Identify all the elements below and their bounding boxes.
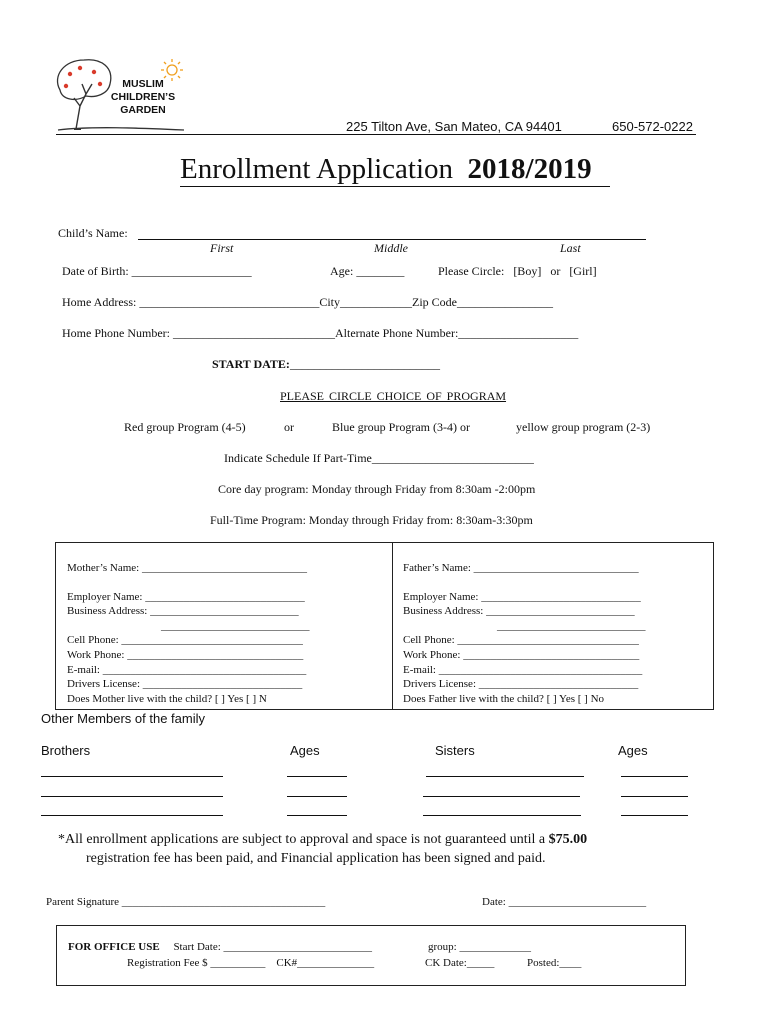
dob-label: Date of Birth: <box>62 264 129 278</box>
sister-age-line-3[interactable] <box>621 815 688 816</box>
brother-line-2[interactable] <box>41 796 223 797</box>
father-license-field[interactable]: Drivers License: _____________________________ <box>403 678 639 691</box>
logo-text-line1: MUSLIM <box>122 78 164 90</box>
mother-employer-field[interactable]: Employer Name: _____________________________ <box>67 590 305 603</box>
check-number-field[interactable]: CK#______________ <box>276 957 375 969</box>
parent-signature-field[interactable]: _____________________________________ <box>121 896 326 908</box>
program-heading: PLEASE CIRCLE CHOICE OF PROGRAM <box>280 389 507 403</box>
sister-line-2[interactable] <box>423 796 580 797</box>
logo-text-line3: GARDEN <box>120 104 166 116</box>
mother-cell-field[interactable]: Cell Phone: _________________________________ <box>67 634 303 647</box>
notice-line2: registration fee has been paid, and Financial application has been signed and paid. <box>86 851 546 866</box>
sisters-label: Sisters <box>435 743 475 758</box>
father-business-field[interactable]: Business Address: ___________________________ <box>403 605 635 618</box>
brothers-ages-label: Ages <box>290 743 320 758</box>
school-phone: 650-572-0222 <box>612 119 693 134</box>
mother-license-field[interactable]: Drivers License: _____________________________ <box>67 678 303 691</box>
posted-field[interactable]: Posted:____ <box>527 957 582 969</box>
brother-line-3[interactable] <box>41 815 223 816</box>
full-time-program: Full-Time Program: Monday through Friday from: 8:30am-3:30pm <box>210 513 533 527</box>
sister-age-line-2[interactable] <box>621 796 688 797</box>
first-name-caption: First <box>210 241 234 255</box>
mother-work-field[interactable]: Work Phone: ________________________________ <box>67 648 304 661</box>
city-label: City <box>319 295 340 309</box>
core-day-program: Core day program: Monday through Friday from 8:30am -2:00pm <box>218 482 536 496</box>
registration-fee-field[interactable]: Registration Fee $ __________ <box>127 957 266 969</box>
home-address-label: Home Address: <box>62 295 137 309</box>
dob-field[interactable]: ____________________ <box>131 264 252 278</box>
mother-column <box>67 561 310 706</box>
blue-group-option[interactable]: Blue group Program (3-4) or <box>332 420 470 434</box>
brother-age-line-3[interactable] <box>287 815 347 816</box>
alt-phone-label: Alternate Phone Number: <box>334 326 459 340</box>
yellow-group-option[interactable]: yellow group program (2-3) <box>516 420 651 434</box>
signature-date-label: Date: <box>482 896 506 908</box>
home-address-field[interactable]: ______________________________ <box>139 295 320 309</box>
office-row-2 <box>127 957 374 969</box>
sister-line-3[interactable] <box>423 815 581 816</box>
home-phone-label: Home Phone Number: <box>62 326 170 340</box>
middle-name-caption: Middle <box>374 241 408 255</box>
schedule-field[interactable]: ___________________________ <box>371 451 534 465</box>
dob-row <box>62 264 252 279</box>
parents-box-divider <box>392 542 393 710</box>
father-name-field[interactable]: Father’s Name: ______________________________ <box>403 562 639 574</box>
father-business-field-2[interactable]: ___________________________ <box>497 619 646 632</box>
sister-age-line-1[interactable] <box>621 776 688 777</box>
zip-field[interactable]: ________________ <box>457 295 553 309</box>
boy-option[interactable]: [Boy] <box>513 264 542 278</box>
title-year: 2018/2019 <box>467 153 592 185</box>
age-row <box>330 264 404 279</box>
brothers-label: Brothers <box>41 743 91 758</box>
signature-row <box>46 896 325 908</box>
age-field[interactable]: ________ <box>356 264 405 278</box>
school-logo <box>50 54 190 134</box>
header-rule <box>56 134 696 135</box>
mother-lives-with-child[interactable]: Does Mother live with the child? [ ] Yes [ ] N <box>67 692 267 705</box>
gender-or: or <box>550 264 561 278</box>
mother-name-field[interactable]: Mother’s Name: ______________________________ <box>67 562 307 574</box>
signature-date-field[interactable]: _________________________ <box>508 896 647 908</box>
sister-line-1[interactable] <box>426 776 584 777</box>
mother-email-field[interactable]: E-mail: _____________________________________ <box>67 663 307 676</box>
city-field[interactable]: ____________ <box>340 295 412 309</box>
gender-circle-label: Please Circle: <box>438 264 505 278</box>
office-row-1 <box>68 941 372 953</box>
brother-line-1[interactable] <box>41 776 223 777</box>
last-name-caption: Last <box>560 241 581 255</box>
mother-business-field-2[interactable]: ___________________________ <box>161 619 310 632</box>
alt-phone-field[interactable]: ____________________ <box>458 326 579 340</box>
mother-business-field[interactable]: Business Address: ___________________________ <box>67 605 299 618</box>
school-address: 225 Tilton Ave, San Mateo, CA 94401 <box>346 119 562 134</box>
notice-line1: *All enrollment applications are subject to approval and space is not guaranteed until a <box>58 832 549 847</box>
enrollment-notice <box>58 830 587 868</box>
start-date-field[interactable]: _________________________ <box>289 357 440 371</box>
title-underline <box>180 186 610 187</box>
brother-age-line-1[interactable] <box>287 776 347 777</box>
brother-age-line-2[interactable] <box>287 796 347 797</box>
red-group-option[interactable]: Red group Program (4-5) <box>124 420 246 434</box>
girl-option[interactable]: [Girl] <box>569 264 597 278</box>
start-date-label: START DATE: <box>212 357 290 371</box>
child-name-label: Child’s Name: <box>58 226 128 240</box>
father-work-field[interactable]: Work Phone: ________________________________ <box>403 648 640 661</box>
father-column <box>403 561 646 706</box>
schedule-label: Indicate Schedule If Part-Time <box>224 451 372 465</box>
father-email-field[interactable]: E-mail: _____________________________________ <box>403 663 643 676</box>
page-title <box>180 153 592 186</box>
age-label: Age: <box>330 264 354 278</box>
parent-signature-label: Parent Signature <box>46 896 120 908</box>
sisters-ages-label: Ages <box>618 743 648 758</box>
family-heading: Other Members of the family <box>41 711 205 726</box>
gender-row <box>438 264 597 279</box>
office-group-field[interactable]: group: _____________ <box>428 941 531 953</box>
father-employer-field[interactable]: Employer Name: _____________________________ <box>403 590 641 603</box>
zip-label: Zip Code <box>412 295 457 309</box>
logo-text-line2: CHILDREN’S <box>110 91 176 103</box>
schedule-row <box>224 451 534 466</box>
address-row <box>62 295 553 310</box>
father-lives-with-child[interactable]: Does Father live with the child? [ ] Yes [ ] No <box>403 692 605 705</box>
notice-fee: $75.00 <box>548 832 588 847</box>
child-name-field[interactable] <box>138 239 646 240</box>
father-cell-field[interactable]: Cell Phone: _________________________________ <box>403 634 639 647</box>
office-use-box <box>56 925 686 986</box>
date-row <box>482 896 646 908</box>
check-date-field[interactable]: CK Date:_____ <box>425 957 495 969</box>
start-date-row <box>212 357 440 372</box>
office-use-label: FOR OFFICE USE <box>68 941 160 953</box>
title-text: Enrollment Application <box>180 153 454 185</box>
office-start-date-field[interactable]: Start Date: ___________________________ <box>173 941 373 953</box>
phone-row <box>62 326 578 341</box>
home-phone-field[interactable]: ___________________________ <box>172 326 335 340</box>
program-or: or <box>284 420 294 434</box>
